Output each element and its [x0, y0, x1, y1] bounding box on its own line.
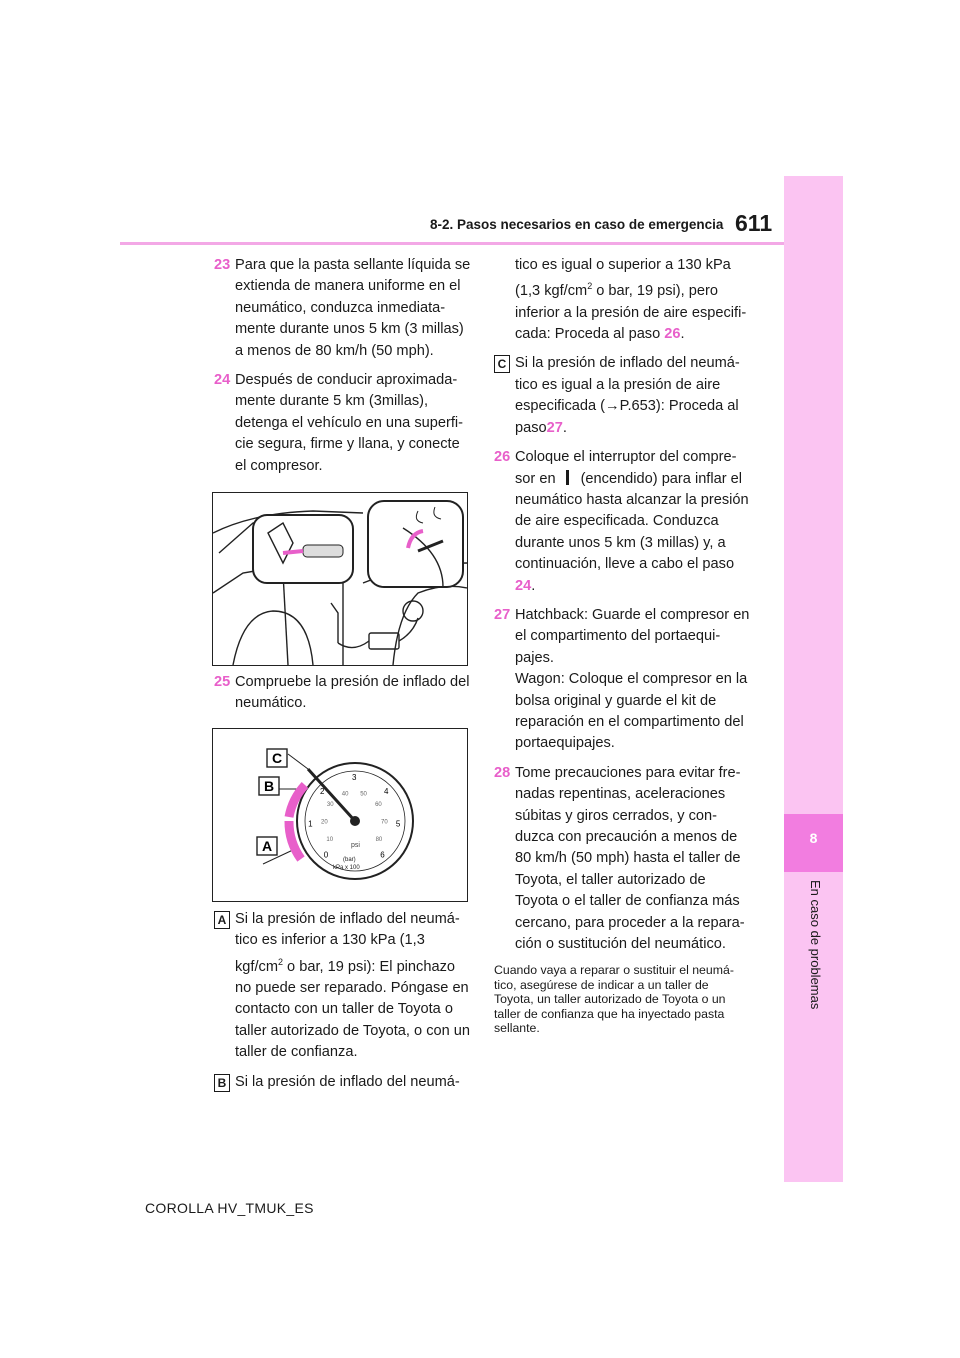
arrow-icon: →: [605, 398, 620, 415]
bar-unit: (bar): [343, 857, 356, 863]
step-reference: 27: [546, 419, 563, 436]
step-number: 27: [494, 606, 511, 623]
bar-tick-label: 3: [352, 773, 357, 782]
bar-tick-label: 2: [320, 786, 325, 796]
page-reference[interactable]: P.653): Proceda al paso: [515, 398, 739, 436]
compressor-drawing: [213, 493, 467, 665]
psi-tick-label: 20: [321, 819, 328, 826]
step-27: [494, 605, 750, 755]
bar-tick-label: 1: [308, 819, 313, 829]
label-a: A: [262, 838, 273, 854]
option-letter: A: [214, 911, 230, 929]
arrow-icon: [283, 551, 303, 553]
step-number: 24: [214, 372, 231, 389]
step-24: [214, 370, 472, 477]
page-number: 611: [735, 210, 773, 236]
chapter-title: En caso de problemas: [808, 880, 823, 1010]
punctuation: .: [562, 419, 567, 436]
header-rule: [120, 242, 784, 245]
label-b: B: [264, 778, 275, 794]
superscript: 2: [587, 281, 593, 292]
psi-tick-label: 40: [341, 791, 349, 798]
psi-tick-label: 10: [326, 837, 334, 844]
zoom-frame-valve: [368, 501, 463, 587]
option-a: [214, 909, 472, 1064]
chapter-number: 8: [809, 830, 818, 846]
punctuation: .: [531, 577, 536, 594]
step-text: (encendido) para inflar el neumático hasta alcanzar la presión de aire especificada. Conduzca durante unos 5 km (3 millas) y, a continuación, lleve a cabo el paso: [515, 470, 749, 573]
kpa-unit: kPa x 100: [333, 865, 360, 871]
option-letter: B: [214, 1074, 230, 1092]
psi-unit: psi: [351, 842, 360, 849]
option-text: o bar, 19 psi), pero inferior a la presión de aire especifi-cada: Proceda al paso: [515, 283, 747, 343]
step-number: 28: [494, 764, 511, 781]
bar-tick-label: 5: [395, 819, 401, 829]
bar-tick-label: 4: [384, 786, 389, 796]
psi-tick-label: 50: [360, 791, 367, 798]
step-text: Wagon: Coloque el compresor en la bolsa original y guarde el kit de reparación en el compartimento del portaequipajes.: [515, 671, 748, 752]
option-b: [214, 1072, 472, 1093]
step-reference: 24: [515, 577, 532, 594]
bar-tick-label: 6: [380, 850, 385, 860]
column-left-lower: [214, 909, 472, 1101]
psi-tick-label: 80: [375, 837, 383, 844]
step-text: Hatchback: Guarde el compresor en el compartimento del portaequi-pajes.: [515, 606, 750, 666]
label-c: C: [272, 750, 283, 766]
psi-tick-label: 30: [326, 802, 334, 809]
bar-tick-label: 0: [323, 850, 329, 860]
step-text: Después de conducir aproximada-mente durante 5 km (3millas), detenga el vehículo en una superfi-cie segura, firme y llana, y conecte el compresor.: [235, 372, 463, 474]
step-text: Compruebe la presión de inflado del neumático.: [235, 674, 470, 712]
column-left: [214, 255, 472, 485]
step-28: [494, 763, 750, 956]
superscript: 2: [277, 956, 283, 967]
step-23: [214, 255, 472, 362]
step-number: 25: [214, 674, 231, 690]
option-b-continued: [494, 255, 750, 345]
option-letter: C: [494, 355, 510, 373]
option-text: Si la presión de inflado del neumá-tico es igual a la presión de aire especificada (: [515, 355, 740, 415]
option-c: [494, 353, 750, 439]
step-number: 26: [494, 449, 511, 466]
option-text: Si la presión de inflado del neumá-tico es inferior a 130 kPa (1,3 kgf/cm: [235, 911, 460, 975]
step-26: [494, 447, 750, 597]
switch-on-icon: [566, 470, 569, 485]
column-right: [494, 255, 750, 1036]
option-text: o bar, 19 psi): El pinchazo no puede ser reparado. Póngase en contacto con un taller de Toyota o taller autorizado de Toyota, o con un taller de confianza.: [235, 958, 471, 1061]
step-text: Tome precauciones para evitar fre-nadas repentinas, aceleraciones súbitas y giros cerrados, y con-duzca con precaución a menos de 80 km/h (50 mph) hasta el taller de Toyota, el taller autorizado de Toyota o el taller de confianza más cercano, para proceder a la repara-ción o sustitución del neumático.: [515, 764, 745, 953]
psi-tick-label: 60: [375, 802, 382, 809]
step-text: Coloque el interruptor del compre-sor en: [515, 449, 737, 487]
section-title: 8-2. Pasos necesarios en caso de emergencia: [430, 217, 724, 232]
step-text: Para que la pasta sellante líquida se extienda de manera uniforme en el neumático, conduzca inmediata-mente durante unos 5 km (3 millas) a menos de 80 km/h (50 mph).: [235, 257, 471, 359]
step-reference: 26: [664, 326, 681, 343]
pressure-gauge-illustration: [212, 728, 468, 902]
step-number: 23: [214, 257, 231, 273]
column-left-middle: [214, 672, 472, 723]
pressure-gauge: [213, 729, 467, 901]
punctuation: .: [680, 326, 685, 343]
step-25: [214, 672, 472, 715]
footer-model: COROLLA HV_TMUK_ES: [145, 1200, 314, 1216]
option-text: Si la presión de inflado del neumá-: [235, 1073, 460, 1090]
option-text: tico es igual o superior a 130 kPa (1,3 kgf/cm: [515, 257, 731, 300]
psi-tick-label: 70: [381, 819, 388, 826]
repair-note: Cuando vaya a reparar o sustituir el neumá-tico, asegúrese de indicar a un taller de Toyota, un taller autorizado de Toyota o un taller de confianza que ha inyectado pasta sellante.: [494, 963, 734, 1036]
compressor-illustration: [212, 492, 468, 666]
